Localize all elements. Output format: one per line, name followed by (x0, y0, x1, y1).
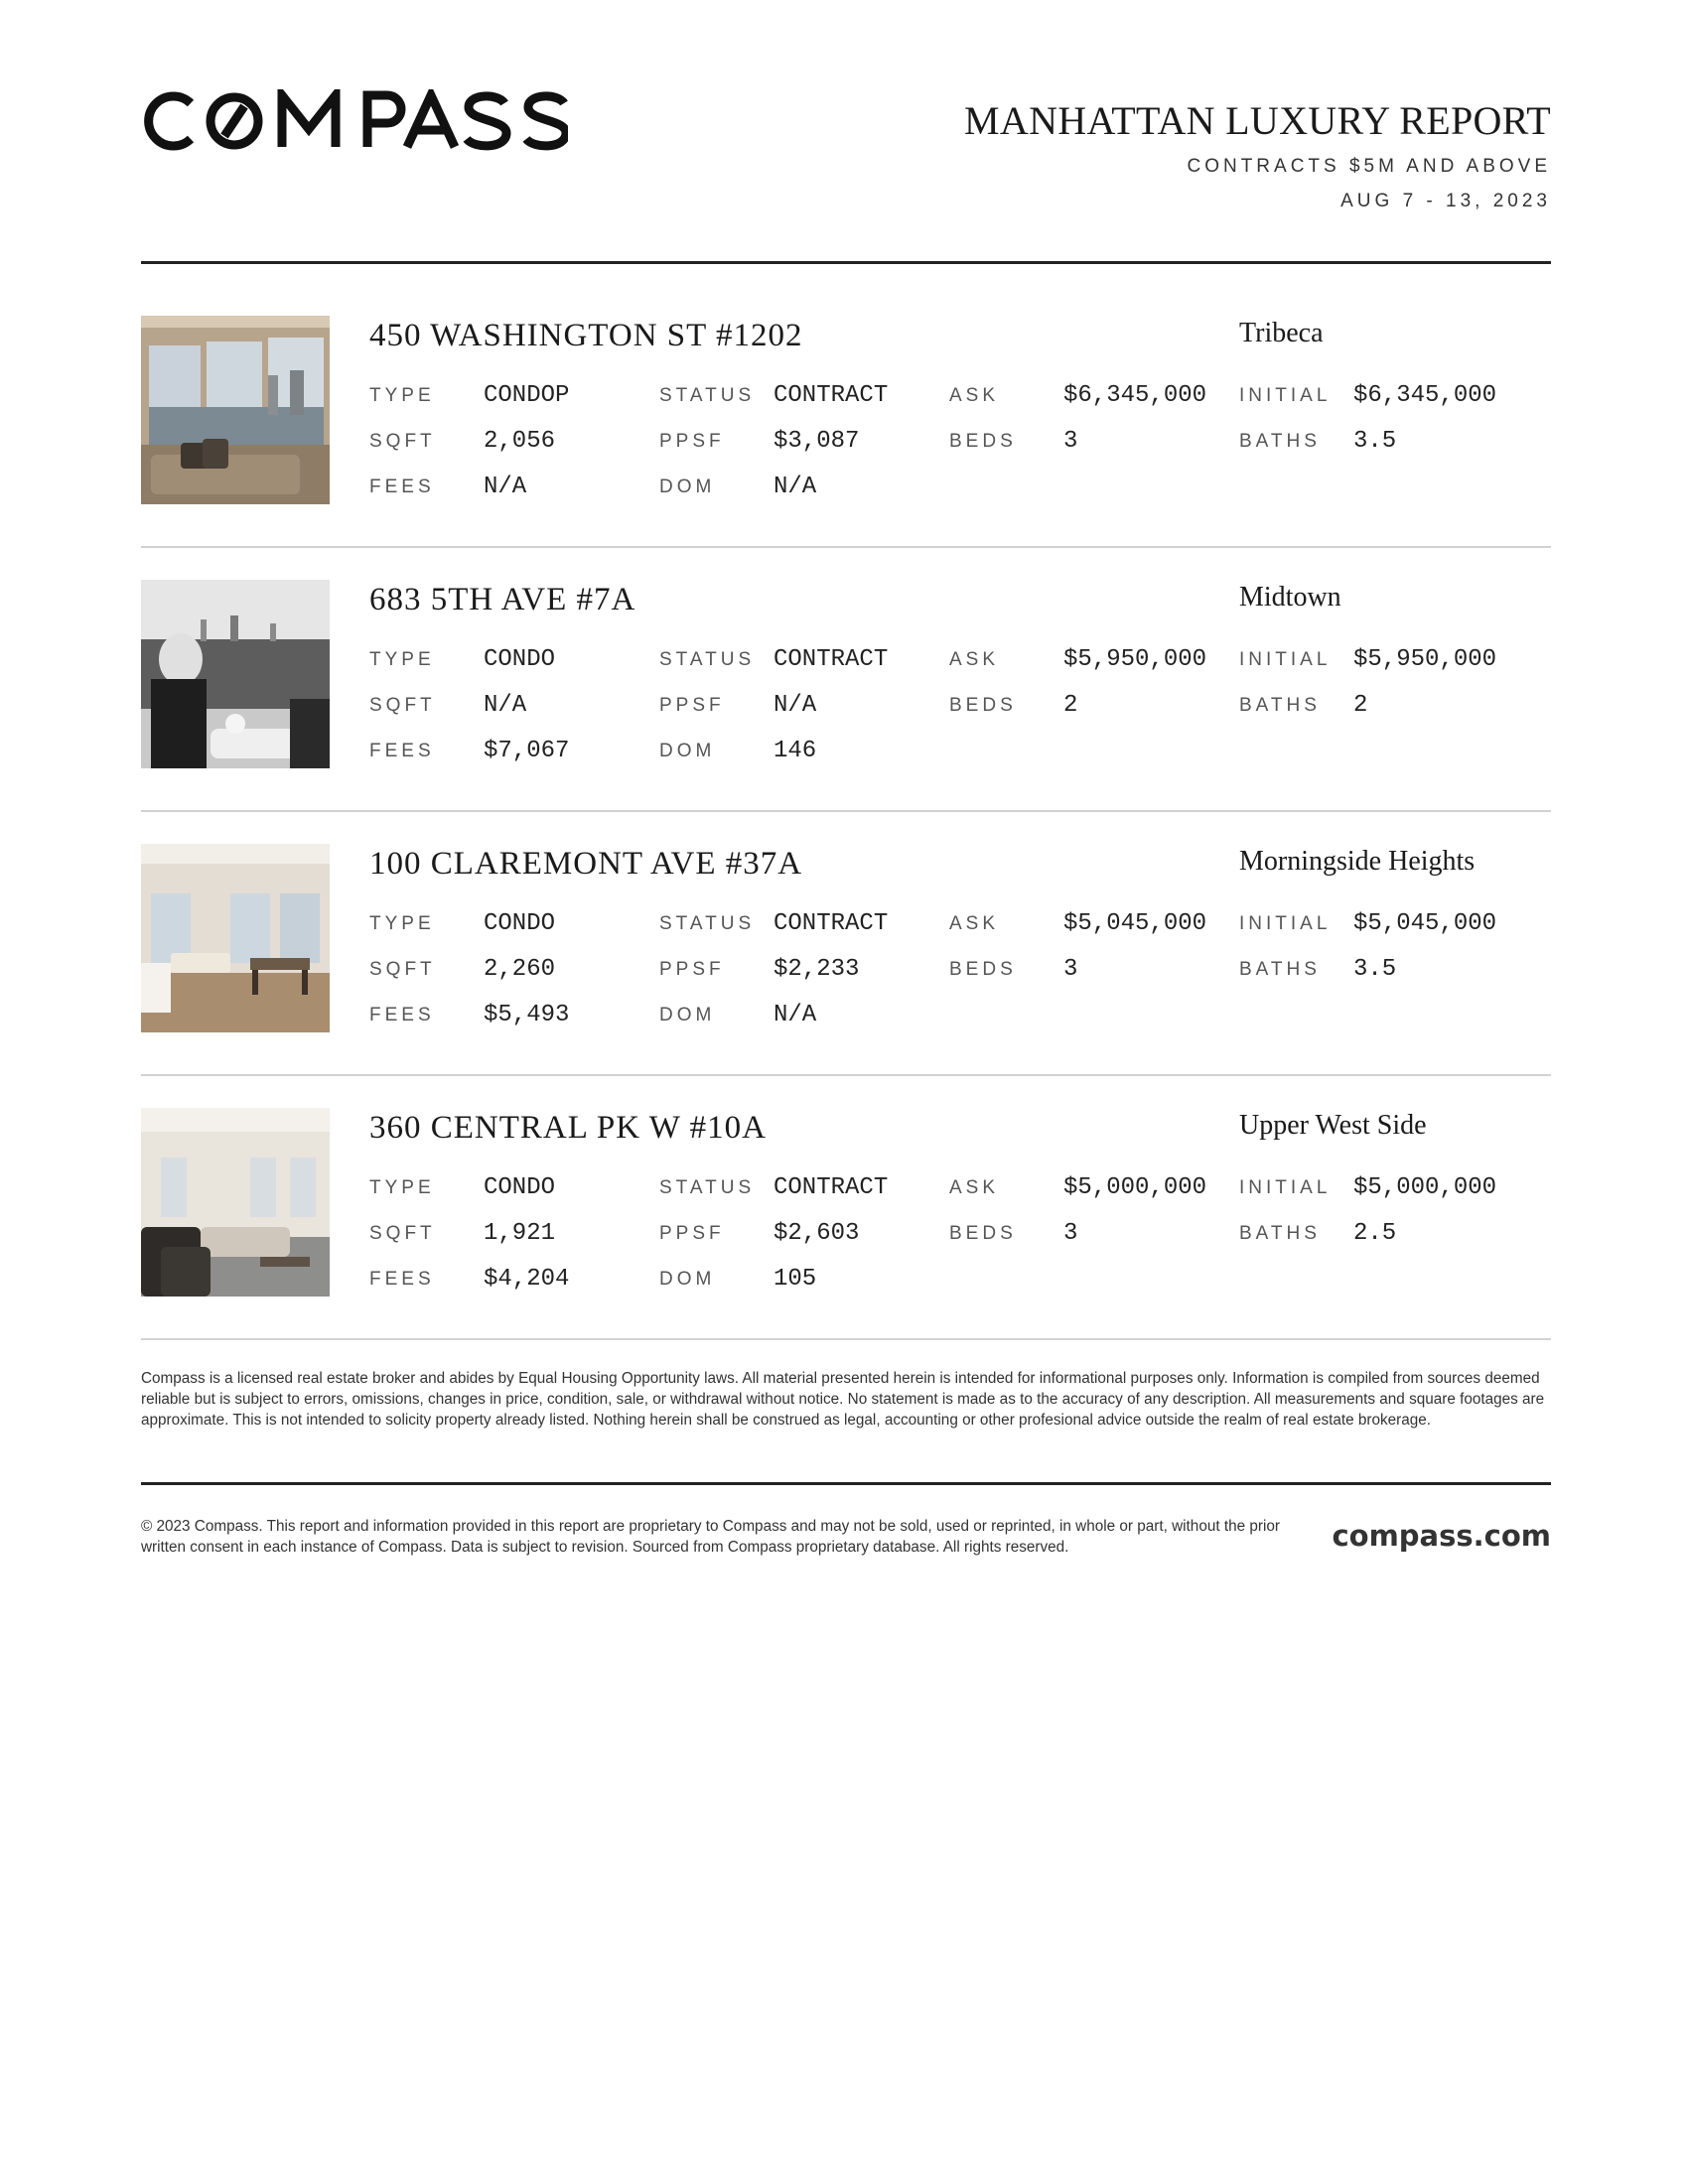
report-title: MANHATTAN LUXURY REPORT (964, 98, 1551, 143)
status-value: CONTRACT (774, 1174, 889, 1201)
fees-value: $5,493 (484, 1002, 570, 1028)
sqft-label: SQFT (369, 1223, 436, 1244)
sqft-label: SQFT (369, 959, 436, 980)
dom-value: 146 (774, 738, 817, 764)
fees-value: $7,067 (484, 738, 570, 764)
beds-label: BEDS (949, 695, 1017, 716)
status-label: STATUS (659, 649, 756, 670)
report-subtitle: CONTRACTS $5M AND ABOVE (1187, 156, 1551, 177)
ask-label: ASK (949, 649, 1000, 670)
sqft-label: SQFT (369, 431, 436, 452)
baths-value: 3.5 (1353, 956, 1397, 983)
listing-neighborhood: Morningside Heights (1239, 846, 1476, 877)
listing-divider (141, 1338, 1551, 1340)
ppsf-value: $2,233 (774, 956, 860, 983)
listing-divider (141, 546, 1551, 548)
report-dates: AUG 7 - 13, 2023 (1340, 191, 1551, 211)
type-label: TYPE (369, 649, 435, 670)
listing-address: 683 5TH AVE #7A (369, 582, 636, 617)
baths-label: BATHS (1239, 695, 1321, 716)
ask-value: $5,045,000 (1063, 910, 1207, 937)
listing-card (141, 844, 1551, 1107)
initial-value: $5,045,000 (1353, 910, 1497, 937)
type-value: CONDO (484, 910, 556, 937)
listing-card (141, 1108, 1551, 1371)
ask-value: $5,000,000 (1063, 1174, 1207, 1201)
dom-value: N/A (774, 474, 817, 500)
baths-label: BATHS (1239, 959, 1321, 980)
listing-address: 100 CLAREMONT AVE #37A (369, 846, 803, 882)
fees-label: FEES (369, 1005, 435, 1025)
ppsf-value: N/A (774, 692, 817, 719)
fees-value: N/A (484, 474, 527, 500)
dom-label: DOM (659, 477, 716, 497)
baths-value: 3.5 (1353, 428, 1397, 455)
dom-label: DOM (659, 1269, 716, 1290)
type-label: TYPE (369, 385, 435, 406)
type-label: TYPE (369, 913, 435, 934)
website-link[interactable]: compass.com (1332, 1519, 1551, 1553)
type-value: CONDO (484, 646, 556, 673)
listing-address: 450 WASHINGTON ST #1202 (369, 318, 803, 353)
listing-photo (141, 580, 330, 768)
listing-address: 360 CENTRAL PK W #10A (369, 1110, 767, 1146)
fees-label: FEES (369, 1269, 435, 1290)
baths-label: BATHS (1239, 1223, 1321, 1244)
status-value: CONTRACT (774, 646, 889, 673)
listing-divider (141, 1074, 1551, 1076)
listing-photo (141, 316, 330, 504)
report-header (141, 0, 1551, 264)
ppsf-label: PPSF (659, 431, 725, 452)
initial-label: INITIAL (1239, 385, 1332, 406)
ask-label: ASK (949, 385, 1000, 406)
baths-label: BATHS (1239, 431, 1321, 452)
ppsf-value: $3,087 (774, 428, 860, 455)
ppsf-value: $2,603 (774, 1220, 860, 1247)
beds-value: 3 (1063, 956, 1078, 983)
dom-value: 105 (774, 1266, 817, 1293)
dom-value: N/A (774, 1002, 817, 1028)
listing-divider (141, 810, 1551, 812)
ask-label: ASK (949, 1177, 1000, 1198)
initial-value: $6,345,000 (1353, 382, 1497, 409)
ask-label: ASK (949, 913, 1000, 934)
dom-label: DOM (659, 1005, 716, 1025)
initial-value: $5,950,000 (1353, 646, 1497, 673)
sqft-value: 1,921 (484, 1220, 556, 1247)
baths-value: 2 (1353, 692, 1368, 719)
type-label: TYPE (369, 1177, 435, 1198)
initial-label: INITIAL (1239, 1177, 1332, 1198)
initial-label: INITIAL (1239, 913, 1332, 934)
fees-value: $4,204 (484, 1266, 570, 1293)
listing-card (141, 316, 1551, 579)
ask-value: $6,345,000 (1063, 382, 1207, 409)
status-label: STATUS (659, 913, 756, 934)
beds-value: 2 (1063, 692, 1078, 719)
type-value: CONDO (484, 1174, 556, 1201)
beds-value: 3 (1063, 428, 1078, 455)
report-page (141, 0, 1551, 1556)
initial-label: INITIAL (1239, 649, 1332, 670)
ask-value: $5,950,000 (1063, 646, 1207, 673)
sqft-label: SQFT (369, 695, 436, 716)
beds-value: 3 (1063, 1220, 1078, 1247)
fees-label: FEES (369, 741, 435, 761)
header-divider (141, 261, 1551, 264)
initial-value: $5,000,000 (1353, 1174, 1497, 1201)
beds-label: BEDS (949, 431, 1017, 452)
sqft-value: 2,260 (484, 956, 556, 983)
beds-label: BEDS (949, 1223, 1017, 1244)
copyright-notice: © 2023 Compass. This report and information provided in this report are proprietary to Compass and may not be sold, used or reprinted, in whole or part, without the prior written consent in each instance of Compass. Data is subject to revision. Sourced from Compass proprietary database. All rights reserved. (141, 1518, 1280, 1556)
listing-neighborhood: Upper West Side (1239, 1110, 1427, 1141)
status-label: STATUS (659, 1177, 756, 1198)
status-label: STATUS (659, 385, 756, 406)
listing-card (141, 580, 1551, 843)
ppsf-label: PPSF (659, 959, 725, 980)
fees-label: FEES (369, 477, 435, 497)
sqft-value: 2,056 (484, 428, 556, 455)
listing-neighborhood: Tribeca (1239, 318, 1324, 348)
compass-logo (141, 89, 568, 153)
status-value: CONTRACT (774, 382, 889, 409)
ppsf-label: PPSF (659, 1223, 725, 1244)
legal-disclaimer: Compass is a licensed real estate broker and abides by Equal Housing Opportunity laws. All material presented herein is intended for informational purposes only. Information is compiled from sources deemed reliable but is subject to errors, omissions, changes in price, condition, sale, or withdrawal without notice. No statement is made as to the accuracy of any description. All measurements and square footages are approximate. This is not intended to solicity property already listed. Nothing herein shall be construed as legal, accounting or other profesional advice outside the realm of real estate brokerage. (141, 1370, 1545, 1429)
status-value: CONTRACT (774, 910, 889, 937)
type-value: CONDOP (484, 382, 570, 409)
sqft-value: N/A (484, 692, 527, 719)
beds-label: BEDS (949, 959, 1017, 980)
dom-label: DOM (659, 741, 716, 761)
listing-neighborhood: Midtown (1239, 582, 1341, 613)
listing-photo (141, 844, 330, 1032)
baths-value: 2.5 (1353, 1220, 1397, 1247)
listing-photo (141, 1108, 330, 1297)
footer-divider (141, 1482, 1551, 1485)
ppsf-label: PPSF (659, 695, 725, 716)
